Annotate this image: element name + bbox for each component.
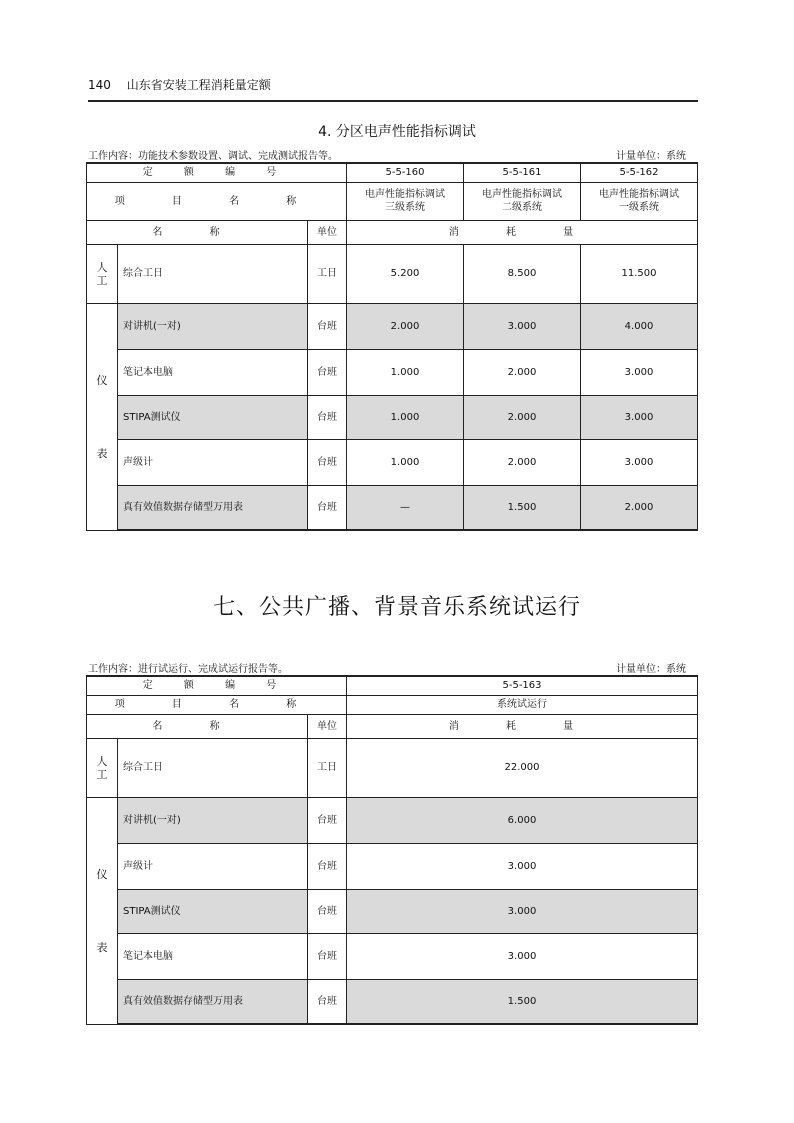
instrument-row <box>87 979 698 1024</box>
column-header-row <box>87 220 698 244</box>
instrument-unit: 台班 <box>308 485 347 530</box>
instrument-name: 声级计 <box>118 439 308 485</box>
quota-label: 定 额 编 号 <box>87 676 347 695</box>
item-label: 项 目 名 称 <box>87 695 347 714</box>
header-rule <box>88 100 698 102</box>
item-name: 电声性能指标调试 三级系统 <box>347 182 464 220</box>
instrument-value: 1.000 <box>347 439 464 485</box>
page-number: 140 <box>88 78 111 92</box>
item-name: 电声性能指标调试 一级系统 <box>581 182 698 220</box>
labor-row <box>87 244 698 303</box>
section-1-unit: 计量单位：系统 <box>616 151 686 162</box>
instrument-name: 对讲机(一对) <box>118 303 308 349</box>
instrument-name: 声级计 <box>118 843 308 889</box>
labor-category: 人 工 <box>87 244 118 303</box>
labor-name: 综合工日 <box>118 738 308 797</box>
instrument-unit: 台班 <box>308 843 347 889</box>
section-1-title: 4. 分区电声性能指标调试 <box>318 124 476 140</box>
instrument-value: — <box>347 485 464 530</box>
instrument-unit: 台班 <box>308 933 347 979</box>
section-2-unit: 计量单位：系统 <box>616 664 686 675</box>
section-2-title: 七、公共广播、背景音乐系统试运行 <box>212 595 581 620</box>
instrument-name: 真有效值数据存储型万用表 <box>118 485 308 530</box>
instrument-value: 1.500 <box>464 485 581 530</box>
instrument-row <box>87 485 698 530</box>
instrument-name: STIPA测试仪 <box>118 889 308 933</box>
instrument-row <box>87 395 698 439</box>
instrument-name: 笔记本电脑 <box>118 933 308 979</box>
instrument-value: 2.000 <box>347 303 464 349</box>
instrument-value: 3.000 <box>347 933 698 979</box>
labor-row <box>87 738 698 797</box>
instrument-value: 3.000 <box>581 395 698 439</box>
instrument-unit: 台班 <box>308 395 347 439</box>
instrument-value: 2.000 <box>464 349 581 395</box>
quota-code: 5-5-160 <box>347 163 464 182</box>
labor-value: 22.000 <box>347 738 698 797</box>
quota-table-1 <box>86 162 698 531</box>
instrument-category: 仪 表 <box>87 797 118 1024</box>
instrument-value: 2.000 <box>464 439 581 485</box>
instrument-value: 1.500 <box>347 979 698 1024</box>
page-header <box>88 76 271 93</box>
instrument-value: 2.000 <box>464 395 581 439</box>
labor-value: 5.200 <box>347 244 464 303</box>
labor-category: 人 工 <box>87 738 118 797</box>
consumption-column-header: 消 耗 量 <box>347 714 698 738</box>
section-1-meta <box>88 147 696 162</box>
instrument-name: 真有效值数据存储型万用表 <box>118 979 308 1024</box>
instrument-row <box>87 797 698 843</box>
labor-unit: 工日 <box>308 244 347 303</box>
instrument-value: 3.000 <box>581 349 698 395</box>
quota-code-row <box>87 676 698 695</box>
instrument-unit: 台班 <box>308 889 347 933</box>
instrument-row <box>87 843 698 889</box>
labor-value: 8.500 <box>464 244 581 303</box>
instrument-value: 6.000 <box>347 797 698 843</box>
instrument-unit: 台班 <box>308 303 347 349</box>
instrument-row <box>87 889 698 933</box>
instrument-unit: 台班 <box>308 349 347 395</box>
instrument-value: 3.000 <box>347 889 698 933</box>
instrument-unit: 台班 <box>308 797 347 843</box>
instrument-value: 2.000 <box>581 485 698 530</box>
name-column-header: 名 称 <box>87 714 308 738</box>
quota-code-row <box>87 163 698 182</box>
instrument-name: 对讲机(一对) <box>118 797 308 843</box>
item-name: 系统试运行 <box>347 695 698 714</box>
name-column-header: 名 称 <box>87 220 308 244</box>
section-2-meta <box>88 660 696 675</box>
item-name: 电声性能指标调试 二级系统 <box>464 182 581 220</box>
section-1-work-content: 工作内容：功能技术参数设置、调试、完成测试报告等。 <box>88 151 338 162</box>
instrument-unit: 台班 <box>308 979 347 1024</box>
section-2-work-content: 工作内容：进行试运行、完成试运行报告等。 <box>88 664 288 675</box>
quota-code: 5-5-161 <box>464 163 581 182</box>
item-name-row <box>87 695 698 714</box>
instrument-name: STIPA测试仪 <box>118 395 308 439</box>
instrument-value: 3.000 <box>347 843 698 889</box>
instrument-unit: 台班 <box>308 439 347 485</box>
column-header-row <box>87 714 698 738</box>
instrument-row <box>87 933 698 979</box>
unit-column-header: 单位 <box>308 714 347 738</box>
labor-name: 综合工日 <box>118 244 308 303</box>
quota-code: 5-5-162 <box>581 163 698 182</box>
consumption-column-header: 消 耗 量 <box>347 220 698 244</box>
instrument-row <box>87 439 698 485</box>
instrument-row <box>87 349 698 395</box>
instrument-value: 3.000 <box>581 439 698 485</box>
instrument-name: 笔记本电脑 <box>118 349 308 395</box>
item-name-row <box>87 182 698 220</box>
instrument-category: 仪 表 <box>87 303 118 530</box>
instrument-value: 3.000 <box>464 303 581 349</box>
labor-unit: 工日 <box>308 738 347 797</box>
quota-table-2 <box>86 675 698 1025</box>
instrument-row <box>87 303 698 349</box>
item-label: 项 目 名 称 <box>87 182 347 220</box>
quota-code: 5-5-163 <box>347 676 698 695</box>
labor-value: 11.500 <box>581 244 698 303</box>
instrument-value: 1.000 <box>347 395 464 439</box>
instrument-value: 1.000 <box>347 349 464 395</box>
unit-column-header: 单位 <box>308 220 347 244</box>
instrument-value: 4.000 <box>581 303 698 349</box>
book-title: 山东省安装工程消耗量定额 <box>126 78 271 92</box>
quota-label: 定 额 编 号 <box>87 163 347 182</box>
